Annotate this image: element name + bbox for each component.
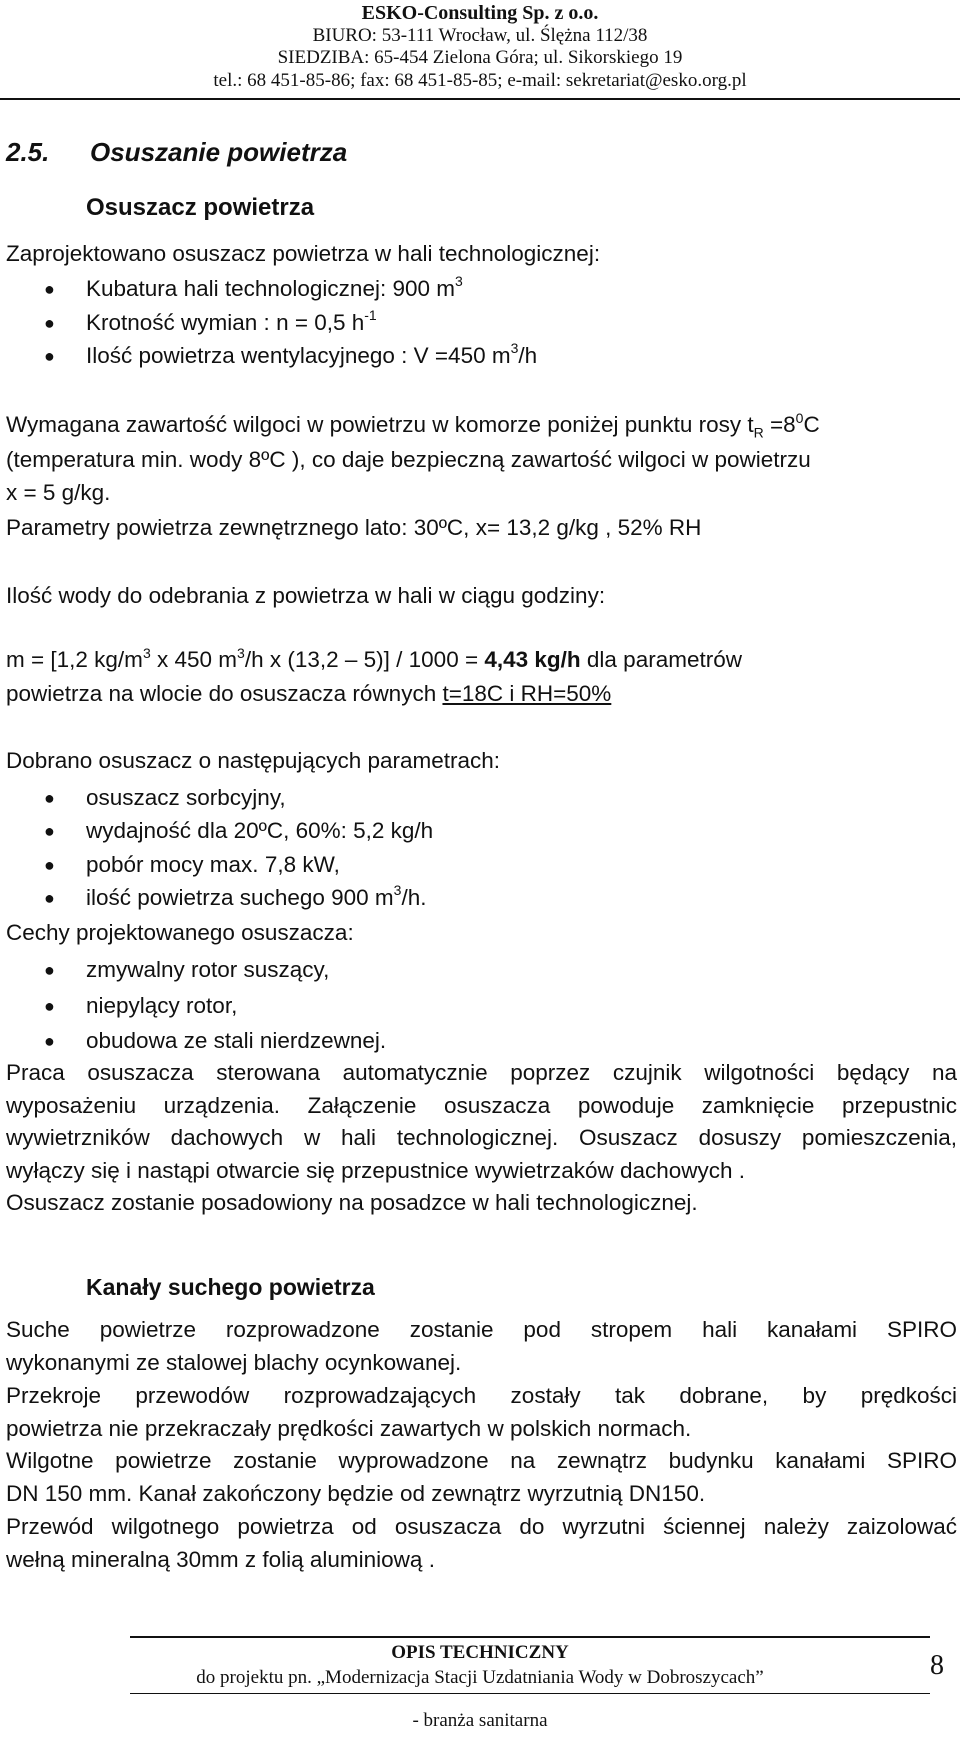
seat-address: SIEDZIBA: 65-454 Zielona Góra; ul. Sikorskiego 19 xyxy=(277,47,683,68)
letterhead xyxy=(0,2,960,92)
feature-item: zmywalny rotor suszący, xyxy=(86,957,330,982)
ducts-paragraph-2: Przekroje przewodów rozprowadzających zostały tak dobrane, by prędkości powietrza nie przekraczały prędkości zawartych w polskich normach. xyxy=(6,1383,957,1441)
bullet-exchange-rate: Krotność wymian : n = 0,5 $h^{-1}$ xyxy=(86,307,377,335)
bullet-dot: ● xyxy=(44,960,55,980)
footer-title: OPIS TECHNICZNY xyxy=(391,1642,569,1663)
footer-divider xyxy=(130,1693,930,1694)
formula-result: 4,43 kg/h xyxy=(484,647,581,672)
footer-project: do projektu pn. „Modernizacja Stacji Uzdatniania Wody w Dobroszycach” xyxy=(196,1667,764,1688)
page-number: 8 xyxy=(930,1650,944,1681)
bullet-dot: ● xyxy=(44,888,55,908)
outdoor-parameters: Parametry powietrza zewnętrznego lato: 30ºC, x= 13,2 g/kg , 52% RH xyxy=(6,515,702,540)
ducts-heading: Kanały suchego powietrza xyxy=(86,1274,375,1300)
ducts-paragraph-4: Przewód wilgotnego powietrza od osuszacza do wyrzutni ściennej należy zaizolować wełną mineralną 30mm z folią aluminiową . xyxy=(6,1514,957,1572)
feature-item: obudowa ze stali nierdzewnej. xyxy=(86,1028,387,1053)
bullet-dot: ● xyxy=(44,855,55,875)
selected-label: Dobrano osuszacz o następujących parametrach: xyxy=(6,748,501,773)
selected-item: ilość powietrza suchego 900 $m^3/h$. xyxy=(86,882,427,910)
footer-branch: - branża sanitarna xyxy=(412,1710,548,1731)
section-number: 2.5. xyxy=(6,137,50,167)
office-address: BIURO: 53-111 Wrocław, ul. Ślężna 112/38 xyxy=(312,24,648,46)
bullet-volume: Kubatura hali technologicznej: 900 $m^3$ xyxy=(86,273,463,301)
features-label: Cechy projektowanego osuszacza: xyxy=(6,920,354,945)
header-rule xyxy=(0,98,960,100)
moisture-line-2: (temperatura min. wody 8ºC ), co daje bezpieczną zawartość wilgoci w powietrzu xyxy=(6,447,811,472)
company-name: ESKO-Consulting Sp. z o.o. xyxy=(361,2,599,24)
feature-item: niepylący rotor, xyxy=(86,993,238,1018)
contact-line: tel.: 68 451-85-86; fax: 68 451-85-85; e-mail: sekretariat@esko.org.pl xyxy=(213,69,747,91)
bullet-dot: ● xyxy=(44,821,55,841)
footer-rule xyxy=(130,1636,930,1638)
bullet-dot: ● xyxy=(44,996,55,1016)
moisture-line-3: x = 5 g/kg. xyxy=(6,480,111,505)
selected-item: wydajność dla 20ºC, 60%: 5,2 kg/h xyxy=(86,818,434,843)
section-title: Osuszanie powietrza xyxy=(90,137,348,167)
section-heading xyxy=(6,137,347,168)
bullet-dot: ● xyxy=(44,1031,55,1051)
formula-line-2: powietrza na wlocie do osuszacza równych t=18C i RH=50% xyxy=(6,681,612,706)
selected-item: osuszacz sorbcyjny, xyxy=(86,785,286,810)
control-paragraph: Praca osuszacza sterowana automatycznie poprzez czujnik wilgotności będący na wyposażeniu urządzenia. Załączenie osuszacza powoduje zamknięcie przepustnic wywietrzników dachowych w hali technologicznej. Osuszacz dosuszy pomieszczenia, wyłączy się i nastąpi otwarcie się przepustnice wywietrzaków dachowych . Osuszacz zostanie posadowiony na posadzce w hali technologicznej. xyxy=(6,1060,957,1216)
dryer-heading: Osuszacz powietrza xyxy=(86,194,315,221)
ducts-paragraph-1: Suche powietrze rozprowadzone zostanie pod stropem hali kanałami SPIRO wykonanymi ze stalowej blachy ocynkowanej. xyxy=(6,1317,957,1375)
dryer-intro: Zaprojektowano osuszacz powietrza w hali technologicznej: xyxy=(6,241,601,266)
bullet-dot: ● xyxy=(44,279,55,299)
bullet-airflow: Ilość powietrza wentylacyjnego : V =450 $m^3/h$ xyxy=(86,340,538,368)
bullet-dot: ● xyxy=(44,313,55,333)
ducts-paragraph-3: Wilgotne powietrze zostanie wyprowadzone na zewnątrz budynku kanałami SPIRO DN 150 mm. Kanał zakończony będzie od zewnątrz wyrzutnią DN150. xyxy=(6,1448,957,1506)
water-removal-label: Ilość wody do odebrania z powietrza w hali w ciągu godziny: xyxy=(6,583,606,608)
moisture-line-1: Wymagana zawartość wilgoci w powietrzu w komorze poniżej punktu rosy $t_R =8^0C$ xyxy=(6,410,820,441)
bullet-dot: ● xyxy=(44,346,55,366)
selected-item: pobór mocy max. 7,8 kW, xyxy=(86,852,340,877)
formula-line-1: m = [1,2 $kg/m^3$ x 450 $m^3/h$ x (13,2 – 5)] / 1000 = 4,43 kg/h dla parametrów xyxy=(6,645,742,672)
bullet-dot: ● xyxy=(44,788,55,808)
